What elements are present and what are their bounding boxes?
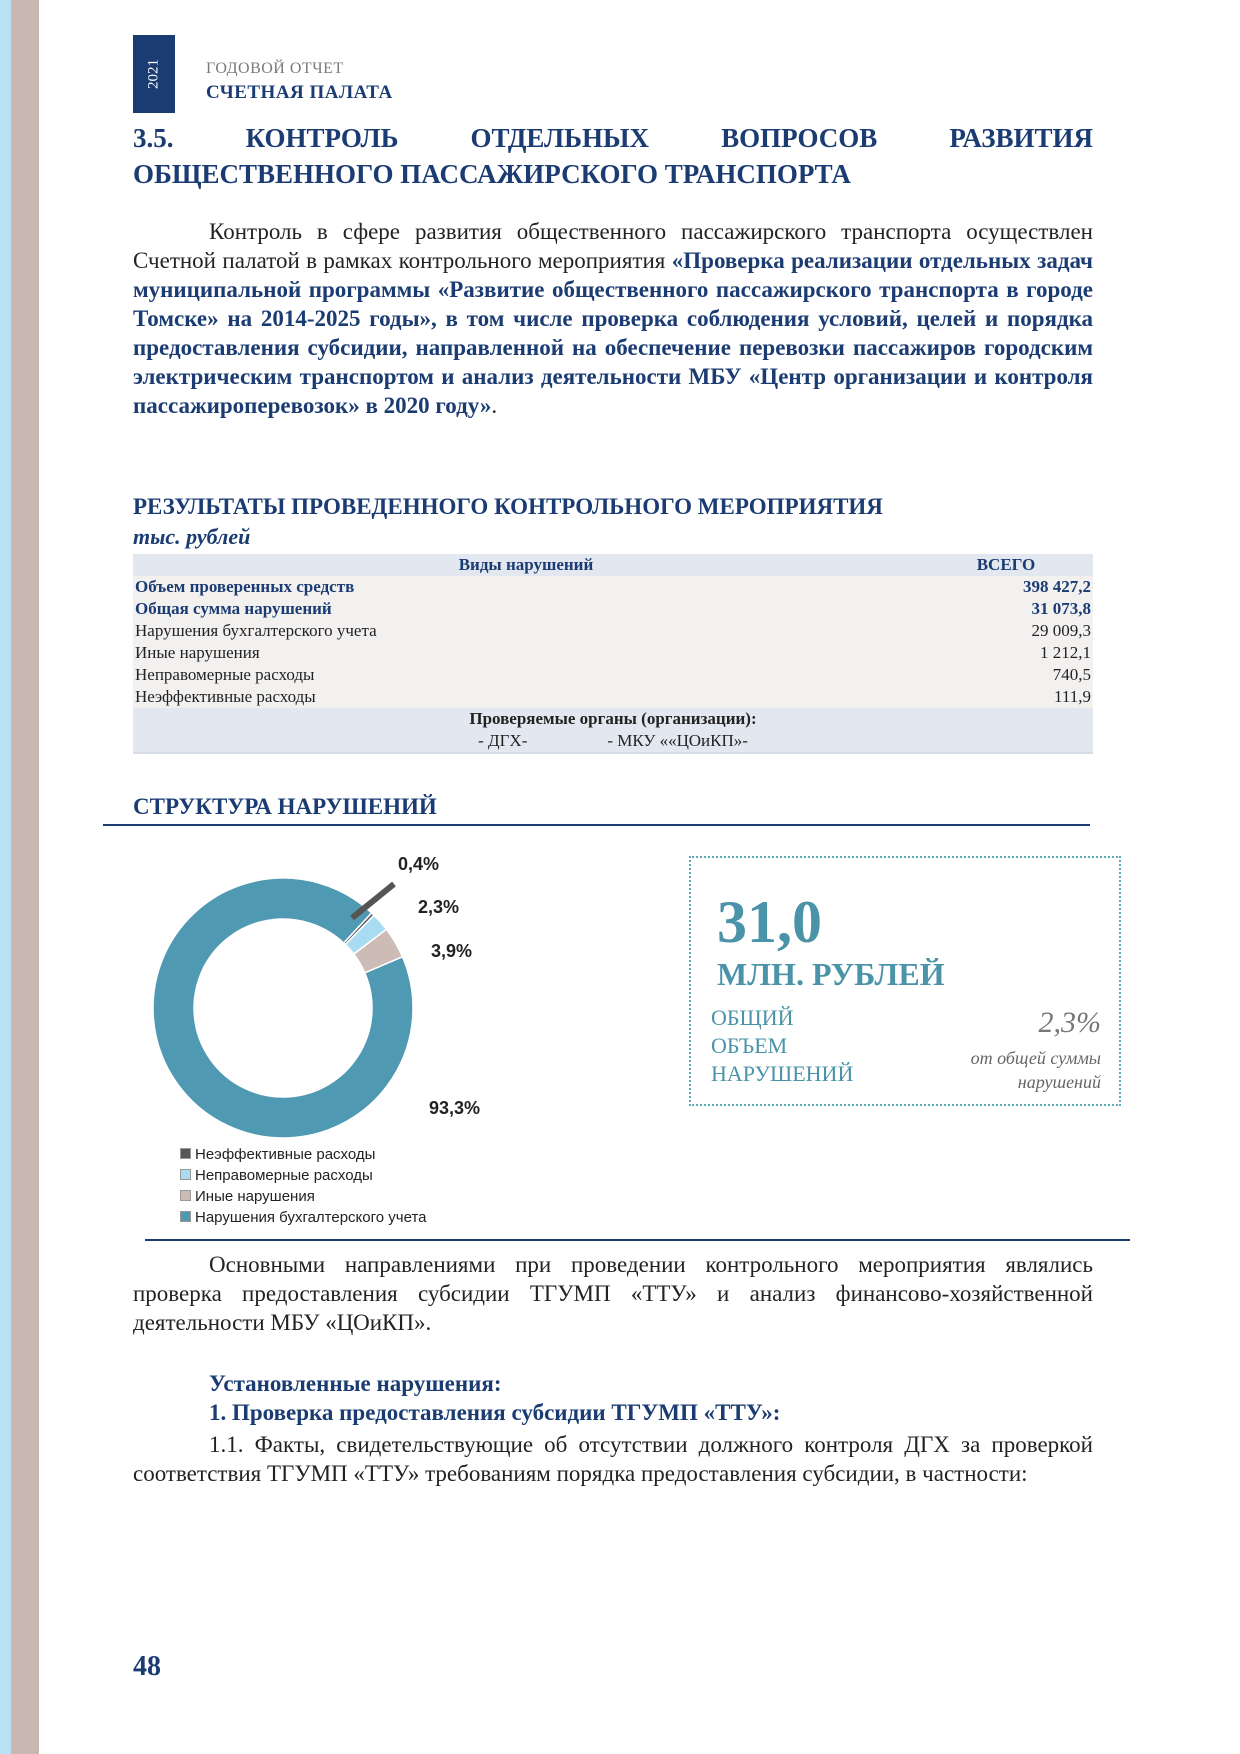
- legend-swatch: [180, 1211, 191, 1222]
- row-value: 111,9: [919, 686, 1093, 708]
- row-label: Объем проверенных средств: [133, 576, 919, 598]
- callout-percent: 2,3%: [1038, 1006, 1101, 1039]
- slice-label-illegal: 2,3%: [418, 897, 460, 917]
- table-row: [133, 664, 1093, 686]
- table-row: [133, 642, 1093, 664]
- violations-heading: Установленные нарушения:: [209, 1371, 502, 1396]
- legend-label: Неэффективные расходы: [195, 1146, 376, 1163]
- row-label: Общая сумма нарушений: [133, 598, 919, 620]
- legend-swatch: [180, 1169, 191, 1180]
- legend-label: Иные нарушения: [195, 1188, 315, 1205]
- intro-bold: «Проверка реализации отдельных задач муниципальной программы «Развитие общественного пассажирского транспорта в городе Томске» на 2014-2025 годы», в том числе проверка соблюдения условий, целей и порядка предоставления субсидии, направленной на обеспечение перевозки пассажиров городским электрическим транспортом и анализ деятельности МБУ «Центр организации и контроля пассажироперевозок» в 2020 году»: [133, 248, 1094, 418]
- percent-caption-line: нарушений: [1017, 1072, 1101, 1092]
- results-unit: тыс. рублей: [133, 524, 251, 549]
- structure-title: СТРУКТУРА НАРУШЕНИЙ: [133, 794, 437, 819]
- org-dgh: - ДГХ-: [478, 731, 528, 750]
- report-label: ГОДОВОЙ ОТЧЕТ: [206, 60, 344, 77]
- slice-label-other: 3,9%: [431, 941, 473, 961]
- table-row: [133, 598, 1093, 620]
- legend-item: [180, 1186, 427, 1207]
- callout-caption-line: ОБЩИЙ: [711, 1005, 794, 1030]
- row-value: 29 009,3: [919, 620, 1093, 642]
- col-total: ВСЕГО: [919, 554, 1093, 576]
- table-row: [133, 686, 1093, 708]
- callout-percent-caption: [971, 1046, 1101, 1094]
- structure-bottom-rule: [145, 1239, 1130, 1241]
- slice-label-accounting: 93,3%: [429, 1098, 481, 1118]
- slice-ineffective: [344, 913, 374, 945]
- row-value: 1 212,1: [919, 642, 1093, 664]
- row-label: Нарушения бухгалтерского учета: [133, 620, 919, 642]
- orgs-list: [133, 730, 1093, 753]
- chart-legend: [180, 1144, 427, 1228]
- side-stripe-light: [0, 0, 11, 1754]
- slice-ineffective-marker: [352, 884, 394, 918]
- col-type: Виды нарушений: [133, 554, 919, 576]
- callout-number: 31,0: [717, 889, 822, 955]
- structure-top-rule: [103, 824, 1090, 826]
- table-row: [133, 620, 1093, 642]
- legend-label: Неправомерные расходы: [195, 1167, 373, 1184]
- legend-item: [180, 1165, 427, 1186]
- legend-swatch: [180, 1148, 191, 1159]
- row-label: Неправомерные расходы: [133, 664, 919, 686]
- page-number: 48: [133, 1651, 161, 1682]
- callout-unit: МЛН. РУБЛЕЙ: [717, 956, 945, 992]
- table-row: [133, 576, 1093, 598]
- slice-accounting: [153, 878, 413, 1138]
- table-header: [133, 554, 1093, 576]
- legend-label: Нарушения бухгалтерского учета: [195, 1209, 427, 1226]
- legend-swatch: [180, 1190, 191, 1201]
- org-mku: - МКУ ««ЦОиКП»-: [607, 731, 748, 750]
- year-text: 2021: [145, 59, 162, 89]
- row-label: Неэффективные расходы: [133, 686, 919, 708]
- intro-plain: Контроль в сфере развития общественного пассажирского транспорта осуществлен Счетной палатой в рамках контрольного мероприятия: [133, 219, 1093, 273]
- row-value: 398 427,2: [919, 576, 1093, 598]
- orgs-row: [133, 730, 1093, 753]
- year-badge: [133, 35, 175, 113]
- main-directions-paragraph: Основными направлениями при проведении контрольного мероприятия являлись проверка предоставления субсидии ТГУМП «ТТУ» и анализ финансово-хозяйственной деятельности МБУ «ЦОиКП».: [133, 1252, 1093, 1335]
- callout-caption-line: НАРУШЕНИЙ: [711, 1061, 854, 1086]
- total-violations-callout: [689, 856, 1121, 1106]
- row-label: Иные нарушения: [133, 642, 919, 664]
- row-value: 740,5: [919, 664, 1093, 686]
- slice-label-ineffective: 0,4%: [398, 854, 440, 874]
- orgs-header-row: [133, 708, 1093, 730]
- item-1-1-paragraph: 1.1. Факты, свидетельствующие об отсутствии должного контроля ДГХ за проверкой соответствия ТГУМП «ТТУ» требованиям порядка предоставления субсидии, в частности:: [133, 1432, 1093, 1486]
- callout-caption-line: ОБЪЕМ: [711, 1033, 788, 1058]
- section-title: 3.5. КОНТРОЛЬ ОТДЕЛЬНЫХ ВОПРОСОВ РАЗВИТИЯ ОБЩЕСТВЕННОГО ПАССАЖИРСКОГО ТРАНСПОРТА: [133, 123, 1093, 189]
- slice-illegal: [345, 915, 386, 954]
- legend-item: [180, 1144, 427, 1165]
- side-stripe-rose: [11, 0, 39, 1754]
- results-title: РЕЗУЛЬТАТЫ ПРОВЕДЕННОГО КОНТРОЛЬНОГО МЕРОПРИЯТИЯ: [133, 494, 883, 519]
- subsidy-check-heading: 1. Проверка предоставления субсидии ТГУМП «ТТУ»:: [209, 1400, 781, 1425]
- legend-item: [180, 1207, 427, 1228]
- intro-paragraph: [133, 217, 1093, 420]
- percent-caption-line: от общей суммы: [970, 1048, 1101, 1068]
- callout-caption: [711, 1004, 853, 1088]
- row-value: 31 073,8: [919, 598, 1093, 620]
- slice-other: [354, 929, 403, 973]
- org-label: СЧЕТНАЯ ПАЛАТА: [206, 82, 393, 103]
- donut-slices: [153, 878, 413, 1138]
- orgs-title: Проверяемые органы (организации):: [133, 708, 1093, 730]
- intro-end: .: [491, 393, 498, 418]
- results-table: [133, 554, 1093, 754]
